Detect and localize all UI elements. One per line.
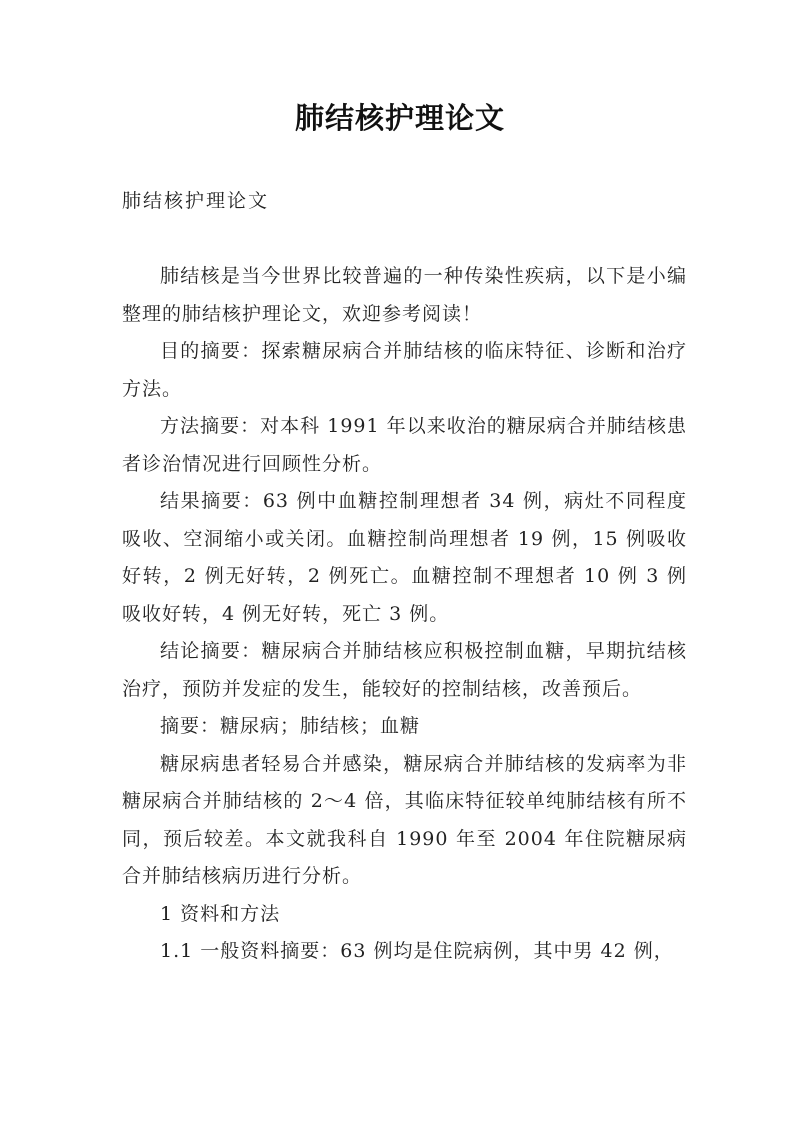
paragraph-keywords: 摘要：糖尿病；肺结核；血糖 xyxy=(160,715,421,737)
paragraph-objective: 目的摘要：探索糖尿病合并肺结核的临床特征、诊断和治疗方法。 xyxy=(122,340,687,400)
paragraph-intro: 肺结核是当今世界比较普遍的一种传染性疾病，以下是小编整理的肺结核护理论文，欢迎参考阅读！ xyxy=(122,265,687,325)
paragraph-result: 结果摘要：63 例中血糖控制理想者 34 例，病灶不同程度吸收、空洞缩小或关闭。血糖控制尚理想者 19 例，15 例吸收好转，2 例无好转，2 例死亡。血糖控制不理想者 10 例 3 例吸收好转，4 例无好转，死亡 3 例。 xyxy=(122,490,687,625)
paragraph-conclusion: 结论摘要：糖尿病合并肺结核应积极控制血糖，早期抗结核治疗，预防并发症的发生，能较好的控制结核，改善预后。 xyxy=(122,640,687,700)
section-heading-materials-methods: 1 资料和方法 xyxy=(160,902,281,925)
document-subtitle: 肺结核护理论文 xyxy=(122,190,270,212)
document-title: 肺结核护理论文 xyxy=(294,101,505,135)
document-body xyxy=(122,258,687,971)
paragraph-method: 方法摘要：对本科 1991 年以来收治的糖尿病合并肺结核患者诊治情况进行回顾性分析。 xyxy=(122,415,687,475)
paragraph-introduction: 糖尿病患者轻易合并感染，糖尿病合并肺结核的发病率为非糖尿病合并肺结核的 2～4 倍，其临床特征较单纯肺结核有所不同，预后较差。本文就我科自 1990 年至 2004 年住院糖尿病合并肺结核病历进行分析。 xyxy=(122,752,687,887)
paragraph-general-data: 1.1 一般资料摘要：63 例均是住院病例，其中男 42 例， xyxy=(160,940,674,962)
